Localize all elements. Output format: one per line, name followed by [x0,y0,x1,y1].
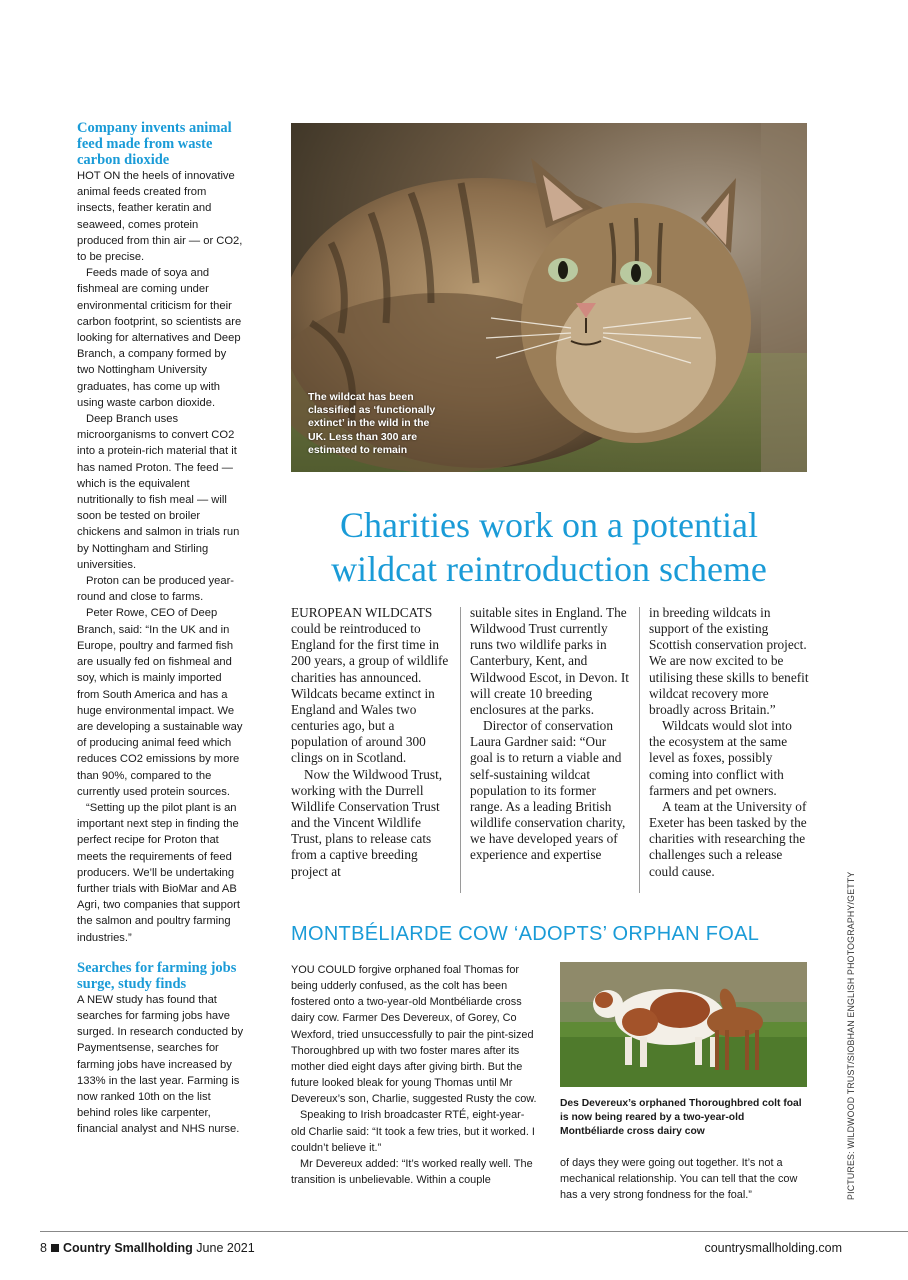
cow-story-column-2 [560,1155,806,1203]
article-column-3 [649,605,811,880]
article-paragraph: Now the Wildwood Trust, working with the Durrell Wildlife Conservation Trust and the Vincent Wildlife Trust, plans to release cats from a captive breeding project at [291,766,443,879]
article-paragraph: Director of conservation Laura Gardner said: “Our goal is to return a viable and self-sustaining wildcat population to its former range. As a leading British wildlife conservation charity, we have developed years of experience and expertise [470,718,626,863]
cow-story-paragraph: Speaking to Irish broadcaster RTÉ, eight-year-old Charlie said: “It took a few tries, but it worked. I couldn’t believe it.” [291,1109,535,1154]
wildcat-photo-caption: The wildcat has been classified as ‘functionally extinct’ in the wild in the UK. Less than 300 are estimated to remain [308,391,436,456]
sidebar-story1-paragraph: Deep Branch uses microorganisms to convert CO2 into a protein-rich material that it has named Proton. The feed — which is the equivalent nutritionally to fish meal — will soon be tested on broiler chickens and salmon in trials run by Nottingham and Stirling universities. [77,413,240,571]
sidebar-story2-body [77,992,245,1138]
sidebar-story2-headline: Searches for farming jobs surge, study finds [77,959,237,992]
cow-story-paragraph: Mr Devereux added: “It’s worked really well. The transition is unbelievable. Within a couple [291,1157,533,1187]
column-divider [460,607,461,893]
sidebar-story1-paragraph: Feeds made of soya and fishmeal are coming under environmental criticism for their carbon footprint, so scientists are looking for alternatives and Deep Branch, a company formed by two Nottingham University graduates, has come up with using waste carbon dioxide. [77,267,242,409]
article-paragraph: in breeding wildcats in support of the existing Scottish conservation project. We are now excited to be utilising these skills to benefit wildcat recovery more broadly across Britain.” [649,605,809,717]
cow-story-paragraph: of days they were going out together. It’s not a mechanical relationship. You can tell that the cow has a very strong fondness for the foal.” [560,1157,798,1202]
sidebar-story1-paragraph: HOT ON the heels of innovative animal feeds created from insects, feather keratin and seaweed, comes protein produced from thin air — or CO2, to be precise. [77,170,243,264]
cow-story-headline: MONTBÉLIARDE COW ‘ADOPTS’ ORPHAN FOAL [291,923,760,945]
sidebar-story1-paragraph: Proton can be produced year-round and close to farms. [77,575,235,604]
article-paragraph: suitable sites in England. The Wildwood Trust currently runs two wildlife parks in Canterbury, Kent, and Wildwood Escot, in Devon. It will create 10 breeding enclosures at the parks. [470,605,630,717]
sidebar-story2-paragraph: A NEW study has found that searches for farming jobs have surged. In research conducted by Paymentsense, searches for farming jobs have increased by 133% in the last year. Farming is now ranked 10th on the list behind roles like carpenter, financial analyst and NHS nurse. [77,993,244,1136]
website-url: countrysmallholding.com [704,1241,842,1255]
cow-story-paragraph: YOU COULD forgive orphaned foal Thomas for being udderly confused, as the colt has been fostered onto a two-year-old Montbéliarde cross dairy cow. Farmer Des Devereux, of Gorey, Co Wexford, tried unsuccessfully to pair the pint-sized Thoroughbred up with two foster mares after its mother died eight days after giving birth. But the future looked bleak for young Thomas until Mr Devereux’s son, Charlie, suggested Rusty the cow. [291,964,537,1106]
article-paragraph: Wildcats would slot into the ecosystem at the same level as foxes, possibly coming into conflict with farmers and pet owners. [649,718,792,798]
page-number: 8 [40,1241,47,1255]
square-bullet-icon [51,1244,59,1252]
wildcat-photo [291,123,807,472]
cow-foal-photo [560,962,807,1087]
sidebar [77,120,245,1138]
cow-story-column-1 [291,962,537,1188]
article-headline: Charities work on a potential wildcat reintroduction scheme [331,505,767,589]
footer-folio [40,1241,255,1255]
picture-credit: PICTURES: WILDWOOD TRUST/SIOBHAN ENGLISH PHOTOGRAPHY/GETTY [846,871,856,1200]
sidebar-story1-paragraph: “Setting up the pilot plant is an important next step in finding the perfect recipe for Proton that meets the requirements of feed producers. We’ll be undertaking further trials with BioMar and AB Agri, two companies that support the salmon and poultry farming industries.” [77,801,240,944]
issue-date: June 2021 [196,1241,255,1255]
magazine-title: Country Smallholding [62,1241,193,1255]
article-paragraph: EUROPEAN WILDCATS could be reintroduced to England for the first time in 200 years, a group of wildlife charities has announced. Wildcats became extinct in England and Wales two centuries ago, but a population of around 300 clings on in Scotland. [291,605,449,766]
cow-photo-caption: Des Devereux’s orphaned Thoroughbred colt foal is now being reared by a two-year-old Montbéliarde cross dairy cow [560,1098,802,1137]
column-divider [639,607,640,893]
cow-foal-illustration [560,962,807,1087]
sidebar-story1-body [77,168,245,946]
article-column-2 [470,605,632,864]
sidebar-story1-paragraph: Peter Rowe, CEO of Deep Branch, said: “In the UK and in Europe, poultry and farmed fish are usually fed on fishmeal and soy, which is mainly imported from South America and has a huge environmental impact. We are developing a sustainable way of producing animal feed which reduces CO2 emissions by more than 90%, compared to the currently used protein sources. [77,607,243,798]
article-column-1 [291,605,453,880]
article-paragraph: A team at the University of Exeter has been tasked by the charities with researching the challenges such a release could cause. [649,798,807,879]
sidebar-story1-headline: Company invents animal feed made from waste carbon dioxide [77,120,232,168]
footer-divider [40,1231,908,1232]
